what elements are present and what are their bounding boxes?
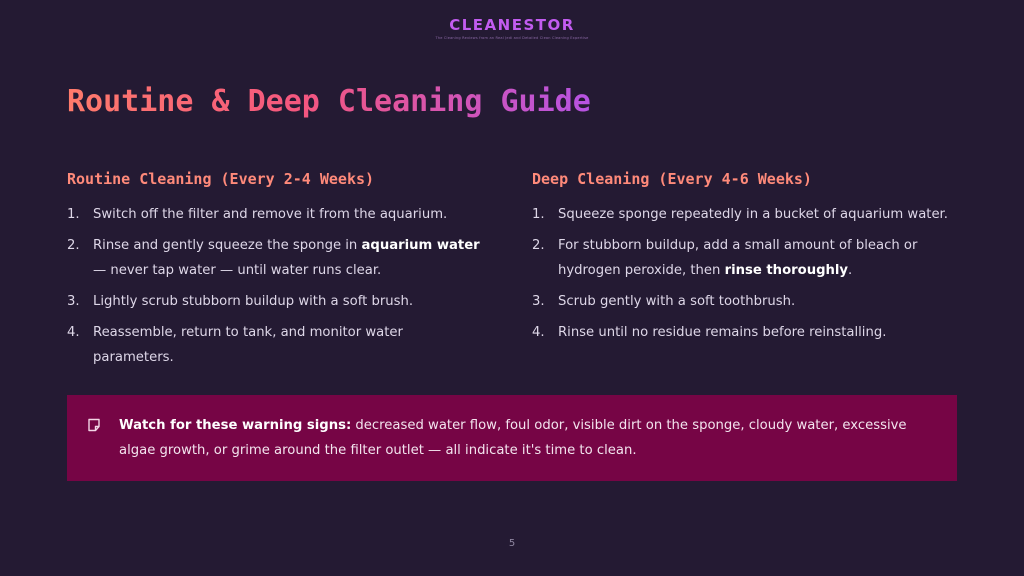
list-item xyxy=(67,202,487,227)
step-text: Rinse until no residue remains before reinstalling. xyxy=(558,325,887,340)
list-item xyxy=(532,202,952,227)
page-number: 5 xyxy=(508,538,516,549)
step-number: 2. xyxy=(67,238,80,253)
step-text: Squeeze sponge repeatedly in a bucket of aquarium water. xyxy=(558,207,948,222)
routine-cleaning-section xyxy=(67,170,487,376)
list-item xyxy=(67,320,487,370)
step-text: For stubborn buildup, add a small amount of bleach or hydrogen peroxide, then rinse thoroughly. xyxy=(558,238,918,278)
step-number: 4. xyxy=(67,325,80,340)
step-text: Switch off the filter and remove it from the aquarium. xyxy=(93,207,448,222)
list-item xyxy=(532,233,952,283)
list-item xyxy=(67,289,487,314)
step-text: Lightly scrub stubborn buildup with a soft brush. xyxy=(93,294,414,309)
step-text: Rinse and gently squeeze the sponge in aquarium water — never tap water — until water runs clear. xyxy=(93,238,480,278)
step-number: 2. xyxy=(532,238,545,253)
warning-callout xyxy=(67,395,957,481)
page-title: Routine & Deep Cleaning Guide xyxy=(67,84,591,119)
step-number: 1. xyxy=(532,207,545,222)
warning-text: Watch for these warning signs: decreased water flow, foul odor, visible dirt on the sponge, cloudy water, excessive algae growth, or grime around the filter outlet — all indicate it's time to clean. xyxy=(119,418,907,458)
list-item xyxy=(67,233,487,283)
routine-steps-list xyxy=(67,202,487,370)
step-number: 4. xyxy=(532,325,545,340)
step-text: Reassemble, return to tank, and monitor water parameters. xyxy=(93,325,403,365)
logo-wordmark: CLEANESTOR xyxy=(449,16,575,34)
step-number: 1. xyxy=(67,207,80,222)
list-item xyxy=(532,289,952,314)
step-text: Scrub gently with a soft toothbrush. xyxy=(558,294,796,309)
deep-cleaning-section xyxy=(532,170,952,351)
deep-cleaning-heading: Deep Cleaning (Every 4-6 Weeks) xyxy=(532,170,812,188)
deep-steps-list xyxy=(532,202,952,345)
step-number: 3. xyxy=(532,294,545,309)
note-icon xyxy=(87,418,101,432)
step-number: 3. xyxy=(67,294,80,309)
warning-lead: Watch for these warning signs: xyxy=(119,418,352,433)
logo-tagline: The Cleaning Reviews from an Real Jedi and Detailed Clean Cleaning Expertise xyxy=(435,36,589,40)
routine-cleaning-heading: Routine Cleaning (Every 2-4 Weeks) xyxy=(67,170,375,188)
list-item xyxy=(532,320,952,345)
brand-logo xyxy=(0,16,1024,40)
